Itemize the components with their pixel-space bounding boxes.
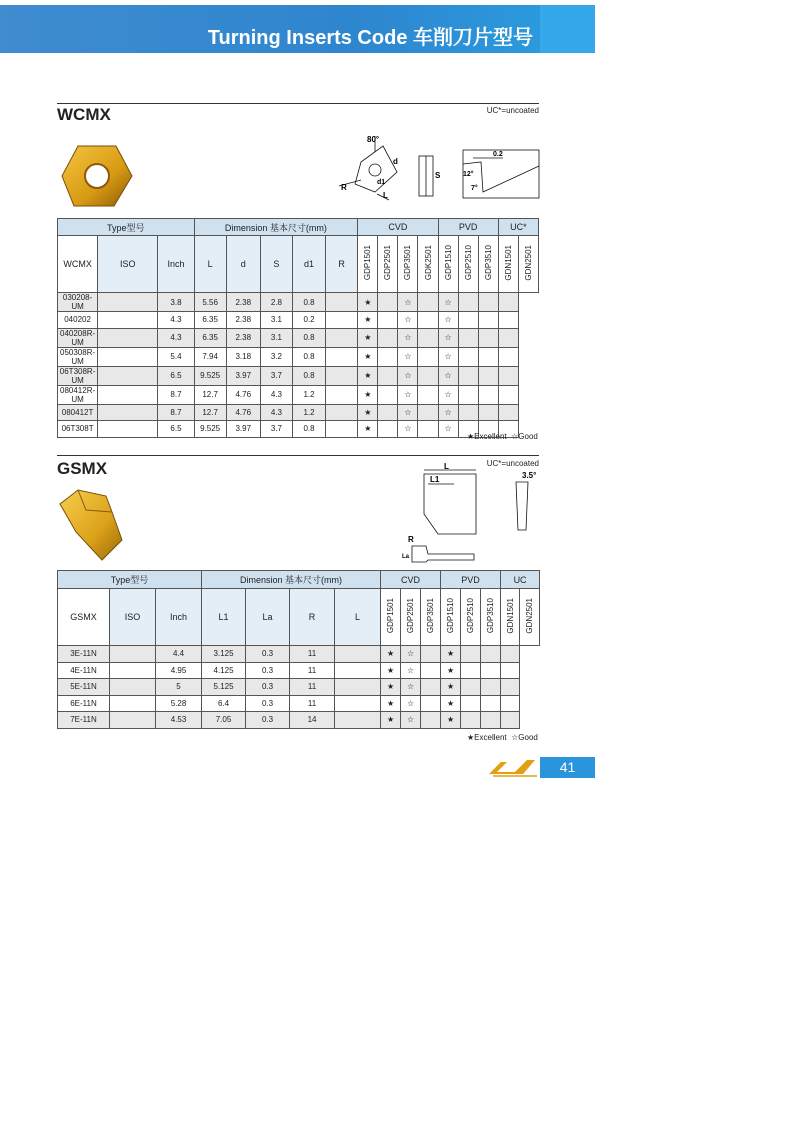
- grade-rating-cell: [498, 366, 518, 385]
- grade-rating-cell: [461, 695, 481, 712]
- dimension-cell: 6.35: [194, 312, 226, 329]
- wcmx-type-label: WCMX: [58, 236, 98, 293]
- dimension-cell: 8.7: [158, 385, 194, 404]
- grade-rating-cell: [481, 712, 501, 729]
- legend-good: ☆Good: [511, 733, 538, 742]
- gsmx-grade-header: GDP3510: [481, 589, 501, 646]
- grade-rating-cell: ★: [441, 695, 461, 712]
- table-row: [58, 712, 540, 729]
- grade-rating-cell: [458, 312, 478, 329]
- grade-rating-cell: [326, 312, 358, 329]
- wcmx-diagram-dim2-label: 12°: [463, 171, 474, 178]
- grade-rating-cell: [418, 328, 438, 347]
- grade-rating-cell: [481, 695, 501, 712]
- grade-rating-cell: [498, 328, 518, 347]
- grade-rating-cell: [478, 366, 498, 385]
- gsmx-spec-table: [57, 570, 540, 729]
- table-row: [58, 347, 539, 366]
- wcmx-dim-header-d: d: [226, 236, 260, 293]
- gsmx-type-label: GSMX: [58, 589, 110, 646]
- grade-rating-cell: ☆: [401, 695, 421, 712]
- dimension-cell: 5.28: [156, 695, 202, 712]
- grade-rating-cell: [478, 293, 498, 312]
- brand-logo: [487, 758, 539, 778]
- dimension-cell: 3.1: [260, 312, 292, 329]
- wcmx-cvd-header: CVD: [358, 219, 438, 236]
- gsmx-diagram-l1-label: L1: [430, 475, 440, 484]
- wcmx-diagram-r-label: R: [341, 183, 347, 192]
- iso-code-cell: 3E-11N: [58, 646, 110, 663]
- gsmx-dim-header-l1: L1: [202, 589, 246, 646]
- grade-rating-cell: [498, 293, 518, 312]
- dimension-cell: 4.76: [226, 404, 260, 421]
- dimension-cell: 0.3: [246, 712, 290, 729]
- grade-rating-cell: [461, 662, 481, 679]
- wcmx-grade-header: GDP1501: [358, 236, 378, 293]
- grade-rating-cell: [378, 366, 398, 385]
- wcmx-dim-header-d1: d1: [292, 236, 325, 293]
- wcmx-inch-header: Inch: [158, 236, 194, 293]
- wcmx-dimension-diagram: [333, 132, 543, 204]
- grade-rating-cell: [378, 404, 398, 421]
- dimension-cell: 9.525: [194, 366, 226, 385]
- grade-rating-cell: [378, 385, 398, 404]
- grade-rating-cell: [378, 328, 398, 347]
- gsmx-inch-header: Inch: [156, 589, 202, 646]
- table-row: [58, 646, 540, 663]
- dimension-cell: 4.4: [156, 646, 202, 663]
- grade-rating-cell: ★: [381, 712, 401, 729]
- table-row: [58, 312, 539, 329]
- grade-rating-cell: ☆: [401, 662, 421, 679]
- grade-rating-cell: ★: [358, 293, 378, 312]
- legend-excellent: ★Excellent: [467, 733, 507, 742]
- grade-rating-cell: ☆: [438, 312, 458, 329]
- grade-rating-cell: [461, 712, 481, 729]
- grade-rating-cell: ★: [441, 662, 461, 679]
- grade-rating-cell: [458, 328, 478, 347]
- grade-rating-cell: ★: [381, 679, 401, 696]
- table-row: [58, 662, 540, 679]
- dimension-cell: 6.5: [158, 366, 194, 385]
- wcmx-section-title: WCMX: [57, 105, 111, 124]
- dimension-cell: 9.525: [194, 421, 226, 438]
- page-header-bar: [0, 5, 595, 53]
- gsmx-legend: [467, 733, 538, 742]
- grade-rating-cell: [335, 679, 381, 696]
- wcmx-grade-header: GDN1501: [498, 236, 518, 293]
- gsmx-grade-header: GDN2501: [520, 589, 540, 646]
- iso-code-cell: 080412R-UM: [58, 385, 98, 404]
- wcmx-diagram-dim1-label: 0.2: [493, 151, 503, 158]
- grade-rating-cell: [326, 347, 358, 366]
- inch-code-cell: [98, 347, 158, 366]
- dimension-cell: 5.125: [202, 679, 246, 696]
- grade-rating-cell: [418, 366, 438, 385]
- inch-code-cell: [98, 404, 158, 421]
- grade-rating-cell: [458, 404, 478, 421]
- grade-rating-cell: ☆: [398, 312, 418, 329]
- gsmx-pvd-header: PVD: [441, 571, 501, 589]
- inch-code-cell: [98, 385, 158, 404]
- grade-rating-cell: ★: [358, 421, 378, 438]
- dimension-cell: 4.53: [156, 712, 202, 729]
- table-row: [58, 328, 539, 347]
- dimension-cell: 0.8: [292, 293, 325, 312]
- grade-rating-cell: ★: [358, 404, 378, 421]
- grade-rating-cell: [335, 662, 381, 679]
- gsmx-insert-image: [56, 484, 126, 564]
- grade-rating-cell: ☆: [398, 404, 418, 421]
- page-number: 41: [540, 757, 595, 778]
- grade-rating-cell: ★: [441, 679, 461, 696]
- grade-rating-cell: [418, 312, 438, 329]
- dimension-cell: 6.5: [158, 421, 194, 438]
- inch-code-cell: [110, 662, 156, 679]
- grade-rating-cell: ☆: [401, 679, 421, 696]
- gsmx-diagram-la-label: La: [402, 554, 410, 560]
- grade-rating-cell: [478, 347, 498, 366]
- dimension-cell: 4.95: [156, 662, 202, 679]
- wcmx-grade-header: GDP2510: [458, 236, 478, 293]
- dimension-cell: 5.4: [158, 347, 194, 366]
- grade-rating-cell: ☆: [438, 328, 458, 347]
- dimension-cell: 12.7: [194, 385, 226, 404]
- grade-rating-cell: [501, 662, 520, 679]
- grade-rating-cell: [478, 385, 498, 404]
- dimension-cell: 0.3: [246, 662, 290, 679]
- grade-rating-cell: [481, 662, 501, 679]
- dimension-cell: 7.05: [202, 712, 246, 729]
- grade-rating-cell: ☆: [401, 712, 421, 729]
- grade-rating-cell: [481, 679, 501, 696]
- dimension-cell: 0.8: [292, 347, 325, 366]
- legend-good: ☆Good: [511, 432, 538, 441]
- grade-rating-cell: ☆: [401, 646, 421, 663]
- grade-rating-cell: [335, 695, 381, 712]
- dimension-cell: 11: [290, 662, 335, 679]
- grade-rating-cell: ☆: [438, 421, 458, 438]
- dimension-cell: 14: [290, 712, 335, 729]
- iso-code-cell: 030208-UM: [58, 293, 98, 312]
- iso-code-cell: 5E-11N: [58, 679, 110, 696]
- wcmx-diagram-d1-label: d1: [377, 179, 386, 186]
- dimension-cell: 6.4: [202, 695, 246, 712]
- page-title: Turning Inserts Code 车削刀片型号: [207, 27, 533, 49]
- grade-rating-cell: [418, 404, 438, 421]
- grade-rating-cell: [458, 347, 478, 366]
- dimension-cell: 1.2: [292, 404, 325, 421]
- grade-rating-cell: [418, 347, 438, 366]
- iso-code-cell: 06T308R-UM: [58, 366, 98, 385]
- wcmx-diagram-dim3-label: 7°: [471, 185, 478, 192]
- gsmx-uc-note: UC*=uncoated: [486, 459, 539, 468]
- dimension-cell: 4.3: [260, 385, 292, 404]
- grade-rating-cell: [378, 421, 398, 438]
- grade-rating-cell: [478, 312, 498, 329]
- table-row: [58, 695, 540, 712]
- dimension-cell: 0.8: [292, 328, 325, 347]
- dimension-cell: 0.8: [292, 366, 325, 385]
- table-row: [58, 366, 539, 385]
- gsmx-grade-header: GDP1510: [441, 589, 461, 646]
- grade-rating-cell: [418, 421, 438, 438]
- dimension-cell: 4.3: [260, 404, 292, 421]
- grade-rating-cell: ☆: [438, 347, 458, 366]
- dimension-cell: 7.94: [194, 347, 226, 366]
- grade-rating-cell: [501, 679, 520, 696]
- iso-code-cell: 06T308T: [58, 421, 98, 438]
- dimension-cell: 2.38: [226, 293, 260, 312]
- dimension-cell: 3.97: [226, 366, 260, 385]
- iso-code-cell: 7E-11N: [58, 712, 110, 729]
- wcmx-dim-header-s: S: [260, 236, 292, 293]
- wcmx-type-header: Type型号: [58, 219, 195, 236]
- dimension-cell: 8.7: [158, 404, 194, 421]
- wcmx-uc-header: UC*: [498, 219, 538, 236]
- header-accent: [540, 5, 595, 53]
- gsmx-grade-header: GDP1501: [381, 589, 401, 646]
- wcmx-diagram-l-label: L: [383, 191, 388, 200]
- grade-rating-cell: [461, 646, 481, 663]
- dimension-cell: 3.125: [202, 646, 246, 663]
- dimension-cell: 3.97: [226, 421, 260, 438]
- grade-rating-cell: [478, 328, 498, 347]
- gsmx-top-rule: [57, 455, 539, 456]
- wcmx-diagram-d-label: d: [393, 157, 398, 166]
- grade-rating-cell: [421, 662, 441, 679]
- iso-code-cell: 050308R-UM: [58, 347, 98, 366]
- dimension-cell: 1.2: [292, 385, 325, 404]
- grade-rating-cell: [501, 646, 520, 663]
- grade-rating-cell: ★: [381, 646, 401, 663]
- gsmx-grade-header: GDP2510: [461, 589, 481, 646]
- grade-rating-cell: ☆: [398, 385, 418, 404]
- gsmx-section-title: GSMX: [57, 459, 108, 478]
- grade-rating-cell: ☆: [398, 421, 418, 438]
- iso-code-cell: 6E-11N: [58, 695, 110, 712]
- grade-rating-cell: ★: [358, 366, 378, 385]
- gsmx-grade-header: GDP2501: [401, 589, 421, 646]
- dimension-cell: 0.2: [292, 312, 325, 329]
- inch-code-cell: [110, 679, 156, 696]
- wcmx-iso-header: ISO: [98, 236, 158, 293]
- dimension-cell: 2.8: [260, 293, 292, 312]
- dimension-cell: 11: [290, 695, 335, 712]
- dimension-cell: 0.3: [246, 646, 290, 663]
- gsmx-type-header: Type型号: [58, 571, 202, 589]
- grade-rating-cell: [498, 347, 518, 366]
- grade-rating-cell: [326, 385, 358, 404]
- grade-rating-cell: ★: [441, 646, 461, 663]
- dimension-cell: 12.7: [194, 404, 226, 421]
- dimension-cell: 4.3: [158, 328, 194, 347]
- grade-rating-cell: ☆: [438, 293, 458, 312]
- table-row: [58, 385, 539, 404]
- iso-code-cell: 040208R-UM: [58, 328, 98, 347]
- grade-rating-cell: ★: [358, 312, 378, 329]
- grade-rating-cell: ☆: [438, 366, 458, 385]
- gsmx-dim-header-l: L: [335, 589, 381, 646]
- dimension-cell: 4.76: [226, 385, 260, 404]
- wcmx-diagram-s-label: S: [435, 171, 441, 180]
- grade-rating-cell: [326, 328, 358, 347]
- grade-rating-cell: [421, 679, 441, 696]
- dimension-cell: 3.2: [260, 347, 292, 366]
- dimension-cell: 4.125: [202, 662, 246, 679]
- inch-code-cell: [98, 421, 158, 438]
- grade-rating-cell: [326, 366, 358, 385]
- grade-rating-cell: ☆: [438, 385, 458, 404]
- inch-code-cell: [110, 646, 156, 663]
- grade-rating-cell: ☆: [398, 366, 418, 385]
- grade-rating-cell: [461, 679, 481, 696]
- wcmx-dim-header-r: R: [326, 236, 358, 293]
- grade-rating-cell: [421, 712, 441, 729]
- wcmx-grade-header: GDK2501: [418, 236, 438, 293]
- iso-code-cell: 080412T: [58, 404, 98, 421]
- dimension-cell: 3.18: [226, 347, 260, 366]
- grade-rating-cell: ☆: [398, 293, 418, 312]
- gsmx-dimension-diagram: [398, 462, 543, 564]
- grade-rating-cell: [481, 646, 501, 663]
- inch-code-cell: [98, 366, 158, 385]
- grade-rating-cell: [378, 293, 398, 312]
- iso-code-cell: 4E-11N: [58, 662, 110, 679]
- dimension-cell: 3.8: [158, 293, 194, 312]
- dimension-cell: 11: [290, 646, 335, 663]
- wcmx-dim-header-l: L: [194, 236, 226, 293]
- dimension-cell: 5: [156, 679, 202, 696]
- grade-rating-cell: [418, 385, 438, 404]
- table-row: [58, 404, 539, 421]
- table-row: [58, 679, 540, 696]
- dimension-cell: 2.38: [226, 312, 260, 329]
- wcmx-uc-note: UC*=uncoated: [486, 106, 539, 115]
- grade-rating-cell: ☆: [398, 347, 418, 366]
- gsmx-diagram-r-label: R: [408, 535, 414, 544]
- grade-rating-cell: [378, 312, 398, 329]
- gsmx-dim-header-r: R: [290, 589, 335, 646]
- gsmx-cvd-header: CVD: [381, 571, 441, 589]
- dimension-cell: 11: [290, 679, 335, 696]
- inch-code-cell: [98, 328, 158, 347]
- dimension-cell: 4.3: [158, 312, 194, 329]
- dimension-cell: 3.7: [260, 366, 292, 385]
- grade-rating-cell: [326, 293, 358, 312]
- grade-rating-cell: ★: [381, 695, 401, 712]
- grade-rating-cell: [458, 366, 478, 385]
- grade-rating-cell: ★: [381, 662, 401, 679]
- wcmx-grade-header: GDP1510: [438, 236, 458, 293]
- dimension-cell: 6.35: [194, 328, 226, 347]
- inch-code-cell: [98, 293, 158, 312]
- dimension-cell: 0.3: [246, 679, 290, 696]
- gsmx-uc-header: UC: [501, 571, 540, 589]
- table-row: [58, 293, 539, 312]
- dimension-cell: 0.8: [292, 421, 325, 438]
- wcmx-diagram-angle-label: 80°: [367, 135, 380, 144]
- grade-rating-cell: ☆: [438, 404, 458, 421]
- inch-code-cell: [110, 695, 156, 712]
- dimension-cell: 2.38: [226, 328, 260, 347]
- gsmx-iso-header: ISO: [110, 589, 156, 646]
- legend-excellent: ★Excellent: [467, 432, 507, 441]
- gsmx-dimension-header: Dimension 基本尺寸(mm): [202, 571, 381, 589]
- gsmx-diagram-angle-label: 3.5°: [522, 471, 537, 480]
- gsmx-grade-header: GDP3501: [421, 589, 441, 646]
- grade-rating-cell: [421, 695, 441, 712]
- iso-code-cell: 040202: [58, 312, 98, 329]
- grade-rating-cell: [478, 404, 498, 421]
- grade-rating-cell: ★: [358, 385, 378, 404]
- grade-rating-cell: [421, 646, 441, 663]
- grade-rating-cell: ★: [358, 328, 378, 347]
- grade-rating-cell: [326, 404, 358, 421]
- wcmx-spec-table: [57, 218, 539, 438]
- gsmx-grade-header: GDN1501: [501, 589, 520, 646]
- dimension-cell: 3.1: [260, 328, 292, 347]
- dimension-cell: 3.7: [260, 421, 292, 438]
- wcmx-grade-header: GDP3510: [478, 236, 498, 293]
- grade-rating-cell: [501, 695, 520, 712]
- grade-rating-cell: [326, 421, 358, 438]
- wcmx-insert-image: [58, 142, 138, 210]
- inch-code-cell: [110, 712, 156, 729]
- wcmx-pvd-header: PVD: [438, 219, 498, 236]
- grade-rating-cell: [501, 712, 520, 729]
- grade-rating-cell: [498, 312, 518, 329]
- grade-rating-cell: [498, 385, 518, 404]
- wcmx-top-rule: [57, 103, 539, 104]
- wcmx-legend: [467, 432, 538, 441]
- grade-rating-cell: [458, 293, 478, 312]
- grade-rating-cell: [458, 385, 478, 404]
- inch-code-cell: [98, 312, 158, 329]
- grade-rating-cell: [335, 646, 381, 663]
- wcmx-grade-header: GDN2501: [518, 236, 538, 293]
- dimension-cell: 5.56: [194, 293, 226, 312]
- grade-rating-cell: ☆: [398, 328, 418, 347]
- grade-rating-cell: ★: [358, 347, 378, 366]
- wcmx-dimension-header: Dimension 基本尺寸(mm): [194, 219, 358, 236]
- wcmx-grade-header: GDP2501: [378, 236, 398, 293]
- grade-rating-cell: [498, 404, 518, 421]
- wcmx-grade-header: GDP3501: [398, 236, 418, 293]
- dimension-cell: 0.3: [246, 695, 290, 712]
- grade-rating-cell: [378, 347, 398, 366]
- gsmx-dim-header-la: La: [246, 589, 290, 646]
- gsmx-diagram-l-label: L: [444, 462, 449, 471]
- grade-rating-cell: [418, 293, 438, 312]
- grade-rating-cell: [335, 712, 381, 729]
- grade-rating-cell: ★: [441, 712, 461, 729]
